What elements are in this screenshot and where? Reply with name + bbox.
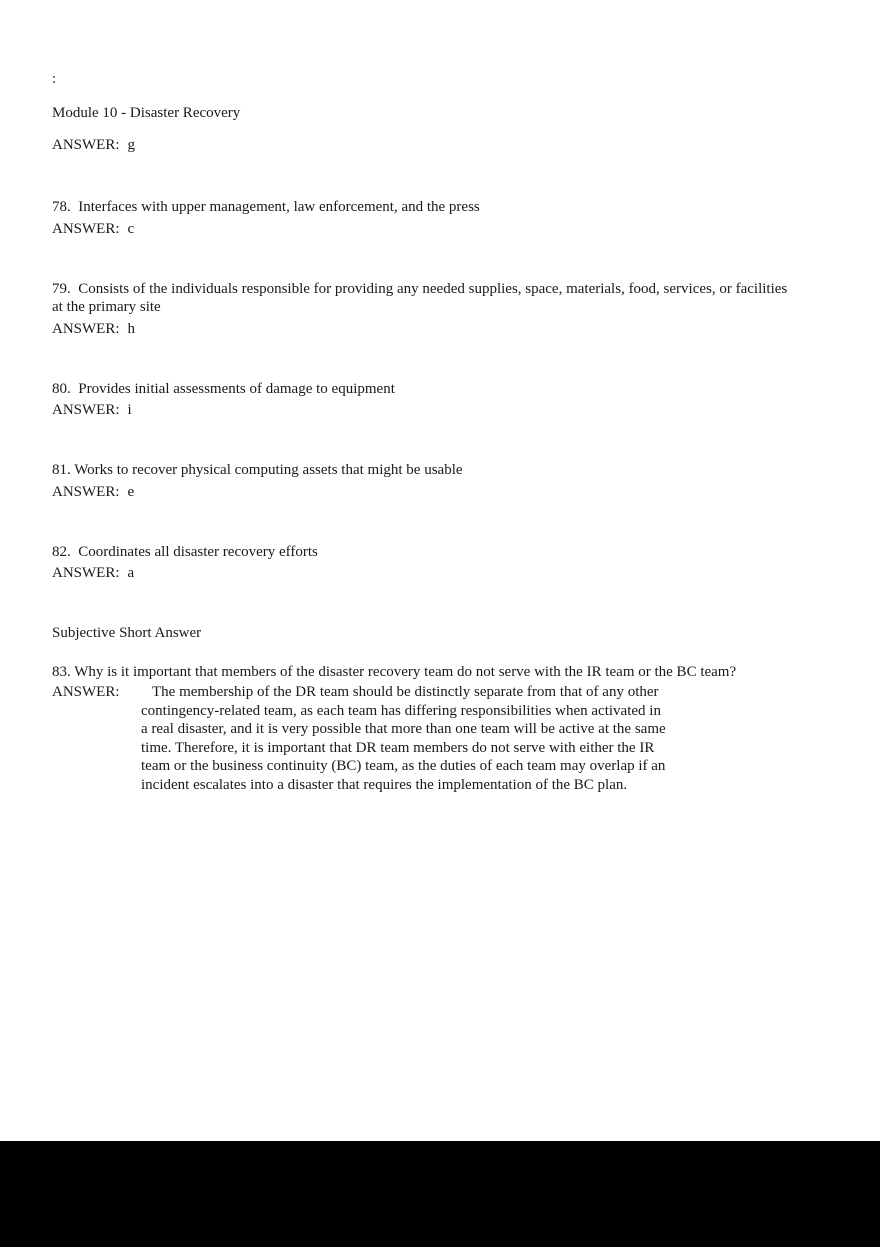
answer-label: ANSWER: <box>52 402 120 418</box>
question-block-81 <box>52 461 794 501</box>
answer-value: e <box>127 483 135 500</box>
question-text: 82. Coordinates all disaster recovery efforts <box>52 543 318 560</box>
orphan-colon: : <box>52 71 57 87</box>
short-answer-row <box>52 683 794 794</box>
answer-label: ANSWER: <box>52 320 120 337</box>
question-text: 80. Provides initial assessments of damage to equipment <box>52 380 395 397</box>
answer-value: g <box>127 137 135 153</box>
question-text: 83. Why is it important that members of the disaster recovery team do not serve with the IR team or the BC team? <box>52 664 737 680</box>
document-content <box>52 70 794 794</box>
answer-row <box>52 483 794 502</box>
question-block-79 <box>52 280 794 339</box>
bottom-black-bar <box>0 1141 880 1247</box>
answer-value: c <box>127 220 135 237</box>
answer-row <box>52 320 794 339</box>
answer-row <box>52 401 794 420</box>
answer-row <box>52 136 794 155</box>
question-text: 79. Consists of the individuals responsible for providing any needed supplies, space, materials, food, services, or facilities at the primary site <box>52 280 792 315</box>
answer-label: ANSWER: <box>52 483 120 500</box>
question-block-83 <box>52 663 794 794</box>
short-answer-text: The membership of the DR team should be distinctly separate from that of any other contingency-related team, as each team has differing responsibilities when activated in a real disaster, and it is very possible that more than one team will be active at the same time. Therefore, it is important that DR team members do not serve with either the IR team or the business continuity (BC) team, as the duties of each team may overlap if an incident escalates into a disaster that requires the implementation of the BC plan. <box>141 684 666 793</box>
answer-label: ANSWER: <box>52 684 120 700</box>
answer-value: i <box>127 402 132 418</box>
question-block-82 <box>52 543 794 583</box>
section-heading: Subjective Short Answer <box>52 625 202 641</box>
answer-label: ANSWER: <box>52 565 120 581</box>
module-title: Module 10 - Disaster Recovery <box>52 105 241 121</box>
question-block-80 <box>52 380 794 420</box>
answer-value: h <box>127 320 135 337</box>
answer-value: a <box>127 565 135 581</box>
question-block-78 <box>52 198 794 238</box>
answer-label: ANSWER: <box>52 137 120 153</box>
question-text: 81. Works to recover physical computing assets that might be usable <box>52 462 463 478</box>
question-text: 78. Interfaces with upper management, law enforcement, and the press <box>52 199 480 215</box>
answer-row <box>52 220 794 239</box>
answer-row <box>52 564 794 583</box>
answer-label: ANSWER: <box>52 220 120 237</box>
